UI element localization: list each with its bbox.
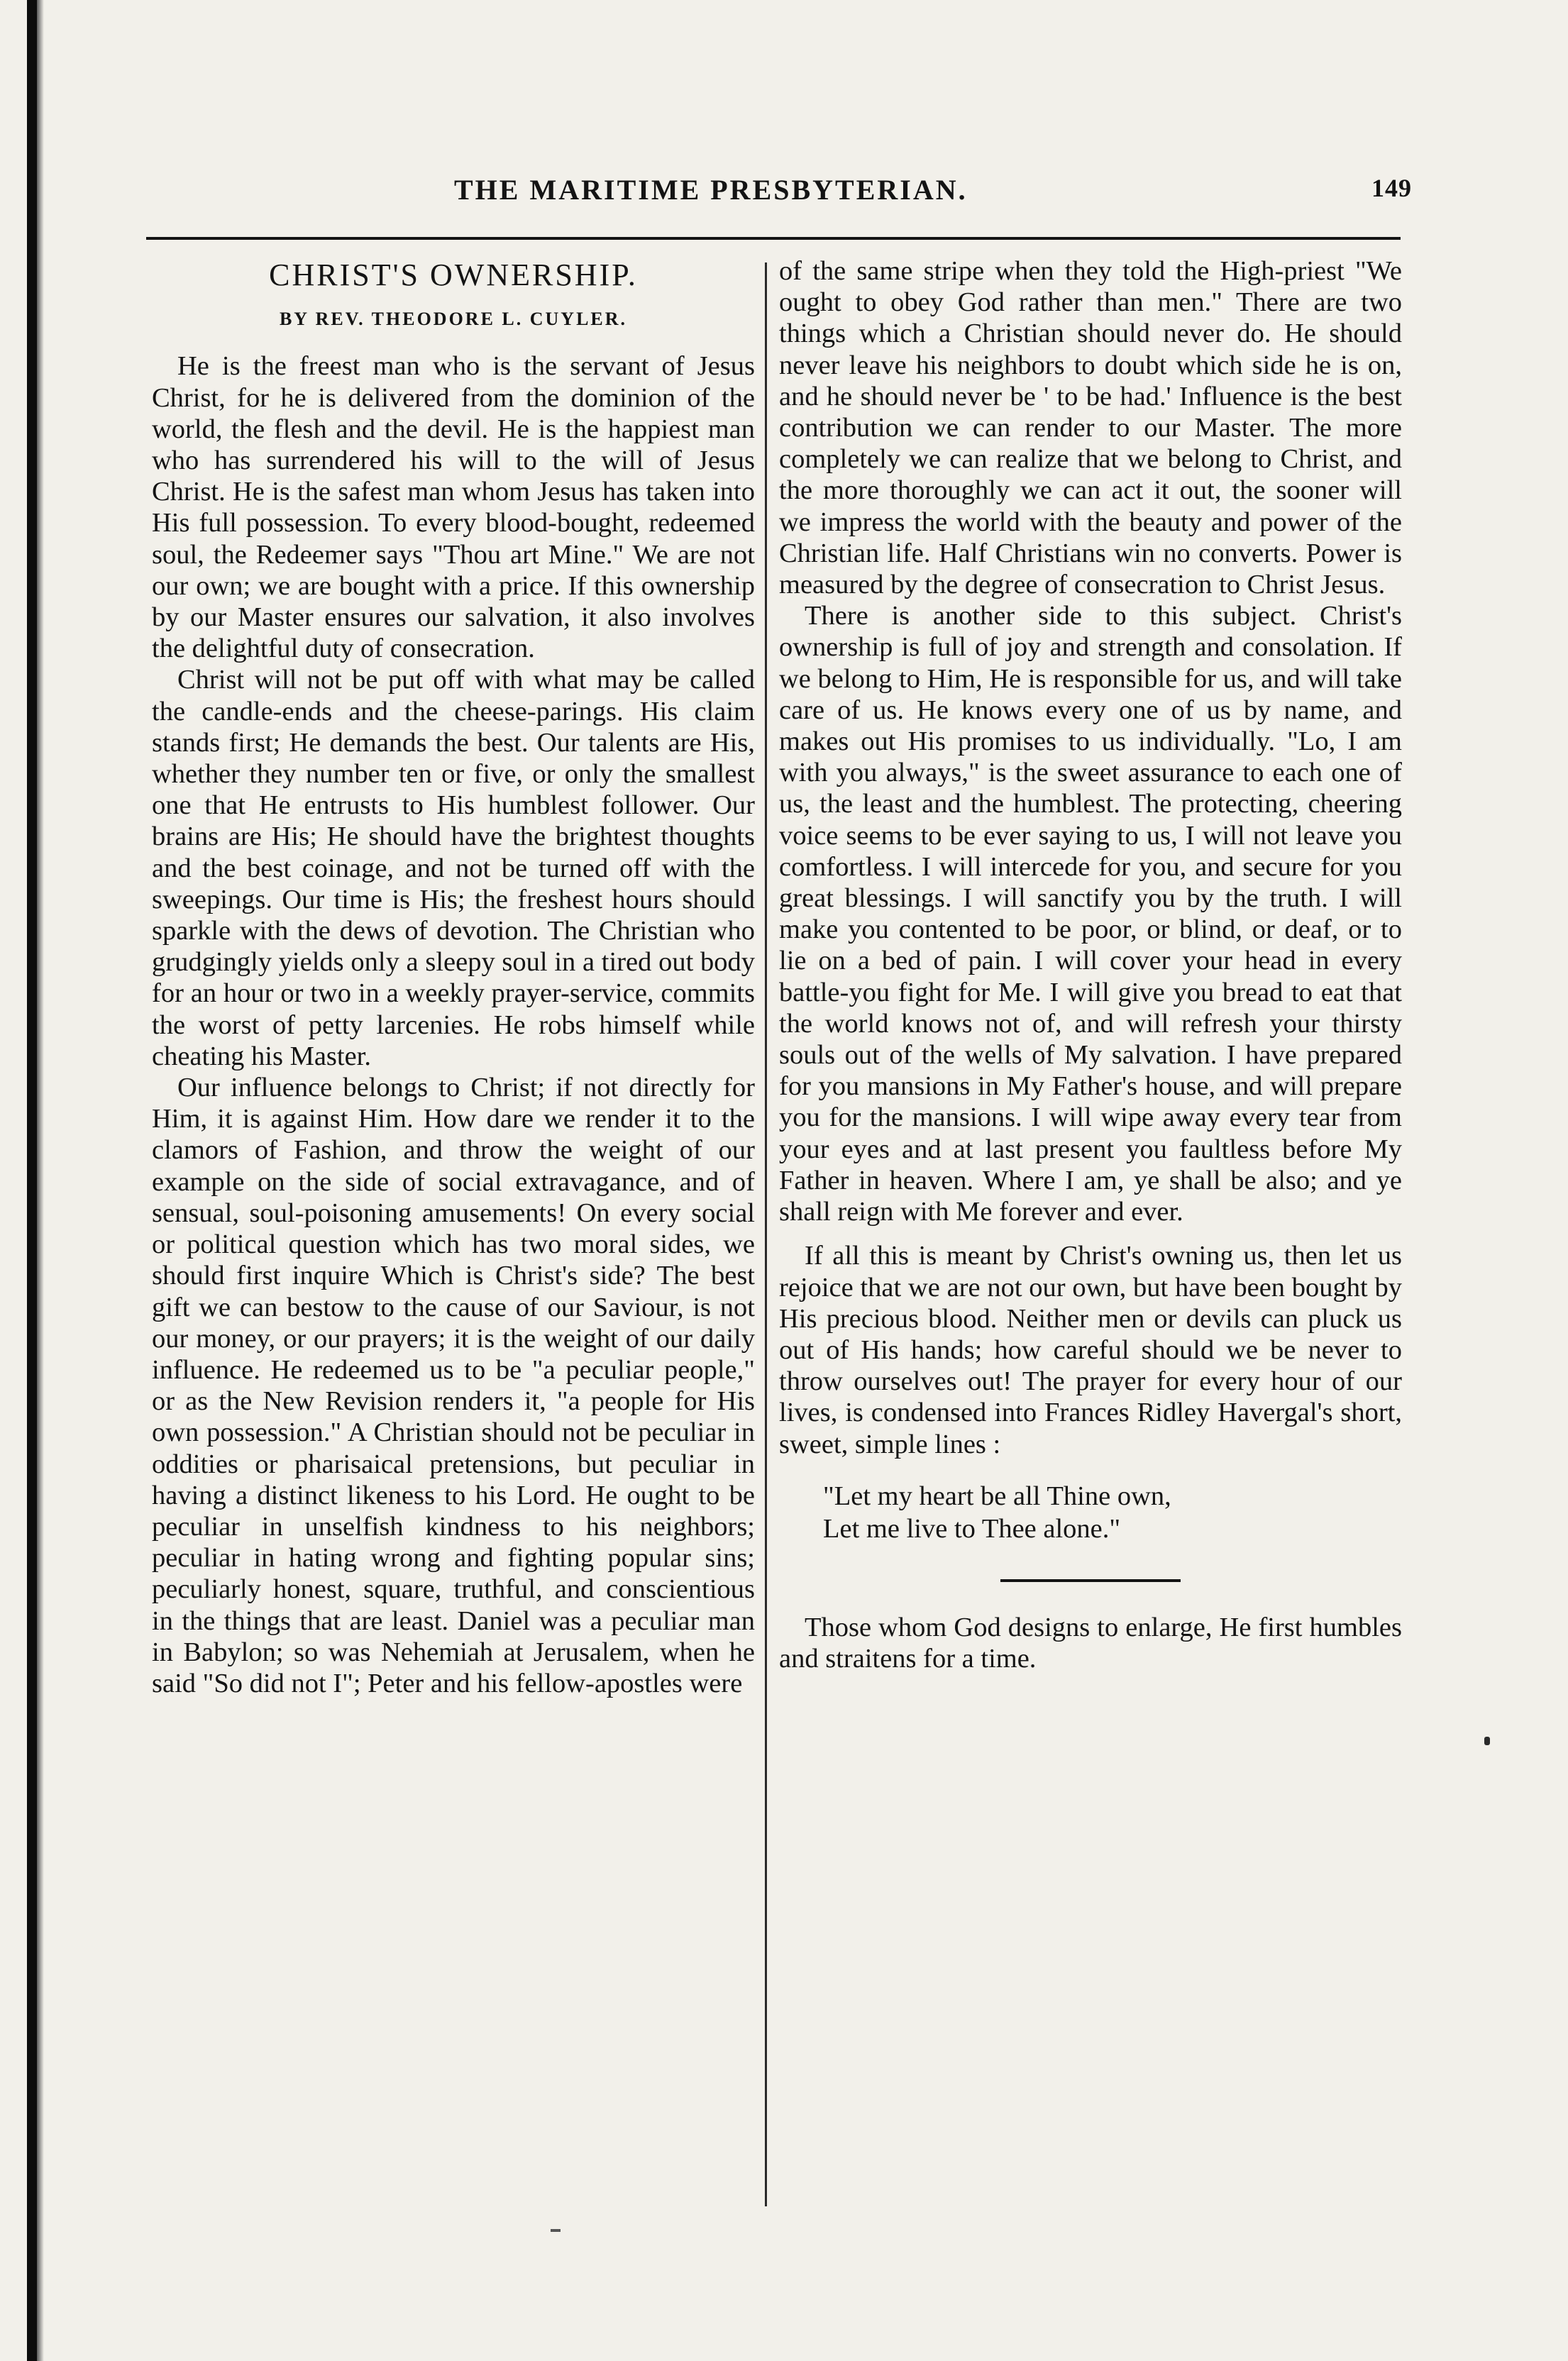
hymn-quote — [823, 1480, 1402, 1545]
footer-mark — [551, 2229, 561, 2232]
article-byline: BY REV. THEODORE L. CUYLER. — [279, 309, 628, 330]
page-number: 149 — [1371, 174, 1412, 202]
verse-line: "Let my heart be all Thine own, — [823, 1481, 1171, 1511]
running-head: THE MARITIME PRESBYTERIAN. — [454, 174, 968, 206]
closing-maxim: Those whom God designs to enlarge, He first humbles and straitens for a time. — [779, 1612, 1402, 1674]
paragraph: There is another side to this subject. Christ's ownership is full of joy and strength and consolation. If we belong to Him, He is responsible for us, and will take care of us. He knows every one of us by name, and makes out His promises to us individually. "Lo, I am with you always," is the sweet assurance to each one of us, the least and the humblest. The protecting, cheering voice seems to be ever saying to us, I will not leave you comfortless. I will intercede for you, and secure for you great blessings. I will sanctify you by the truth. I will make you contented to be poor, or blind, or deaf, or to lie on a bed of pain. I will cover your head in every battle-you fight for Me. I will give you bread to eat that the world knows not of, and will refresh your thirsty souls out of the wells of My salvation. I have prepared for you mansions in My Father's house, and will prepare you for the mansions. I will wipe away every tear from your eyes and at last present you faultless before My Father in heaven. Where I am, ye shall be also; and ye shall reign with Me forever and ever. — [779, 601, 1402, 1227]
right-column — [779, 255, 1402, 1674]
column-divider — [765, 262, 767, 2206]
margin-mark — [1484, 1737, 1490, 1745]
paragraph: Christ will not be put off with what may be called the candle-ends and the cheese-parings. His claim stands first; He demands the best. Our talents are His, whether they number ten or five, or only the smallest one that He entrusts to His humblest follower. Our brains are His; He should have the brightest thoughts and the best coinage, and not be turned off with the sweepings. Our time is His; the freshest hours should sparkle with the dews of devotion. The Christian who grudgingly yields only a sleepy soul in a tired out body for an hour or two in a weekly prayer-service, commits the worst of petty larcenies. He robs himself while cheating his Master. — [152, 665, 755, 1071]
left-column — [152, 255, 755, 1699]
paragraph: Our influence belongs to Christ; if not directly for Him, it is against Him. How dare we render it to the clamors of Fashion, and throw the weight of our example on the side of social extravagance, and of sensual, soul-poisoning amusements! On every social or political question which has two moral sides, we should first inquire Which is Christ's side? The best gift we can bestow to the cause of our Saviour, is not our money, or our prayers; it is the weight of our daily influence. He redeemed us to be "a peculiar people," or as the New Revision renders it, "a people for His own possession." A Christian should not be peculiar in oddities or pharisaical pretensions, but peculiar in having a distinct likeness to his Lord. He ought to be peculiar in unselfish kindness to his neighbors; peculiar in hating wrong and fighting popular sins; peculiarly honest, square, truthful, and conscientious in the things that are least. Daniel was a peculiar man in Babylon; so was Nehemiah at Jerusalem, when he said "So did not I"; Peter and his fellow-apostles were — [152, 1073, 755, 1698]
verse-line: Let me live to Thee alone." — [823, 1513, 1121, 1544]
paragraph-continued: of the same stripe when they told the High-priest "We ought to obey God rather than men." There are two things which a Christian should never do. He should never leave his neighbors to doubt which side he is on, and he should never be ' to be had.' Influence is the best contribution we can render to our Master. The more completely we can realize that we belong to Christ, and the more thoroughly we can act it out, the sooner will we impress the world with the beauty and power of the Christian life. Half Christians win no converts. Power is measured by the degree of consecration to Christ Jesus. — [779, 256, 1402, 600]
scan-binding-edge — [27, 0, 37, 2361]
section-rule — [1000, 1579, 1181, 1582]
article-title: CHRIST'S OWNERSHIP. — [269, 258, 638, 292]
header-rule — [146, 237, 1401, 240]
paragraph-gap — [779, 1227, 1402, 1240]
paragraph: If all this is meant by Christ's owning us, then let us rejoice that we are not our own, but have been bought by His precious blood. Neither men or devils can pluck us out of His hands; how careful should we be never to throw ourselves out! The prayer for every hour of our lives, is condensed into Frances Ridley Havergal's short, sweet, simple lines : — [779, 1241, 1402, 1459]
scan-binding-shadow — [37, 0, 44, 2361]
paragraph: He is the freest man who is the servant of Jesus Christ, for he is delivered from the dominion of the world, the flesh and the devil. He is the happiest man who has surrendered his will to the will of Jesus Christ. He is the safest man whom Jesus has taken into His full possession. To every blood-bought, redeemed soul, the Redeemer says "Thou art Mine." We are not our own; we are bought with a price. If this ownership by our Master ensures our salvation, it also involves the delightful duty of consecration. — [152, 351, 755, 664]
